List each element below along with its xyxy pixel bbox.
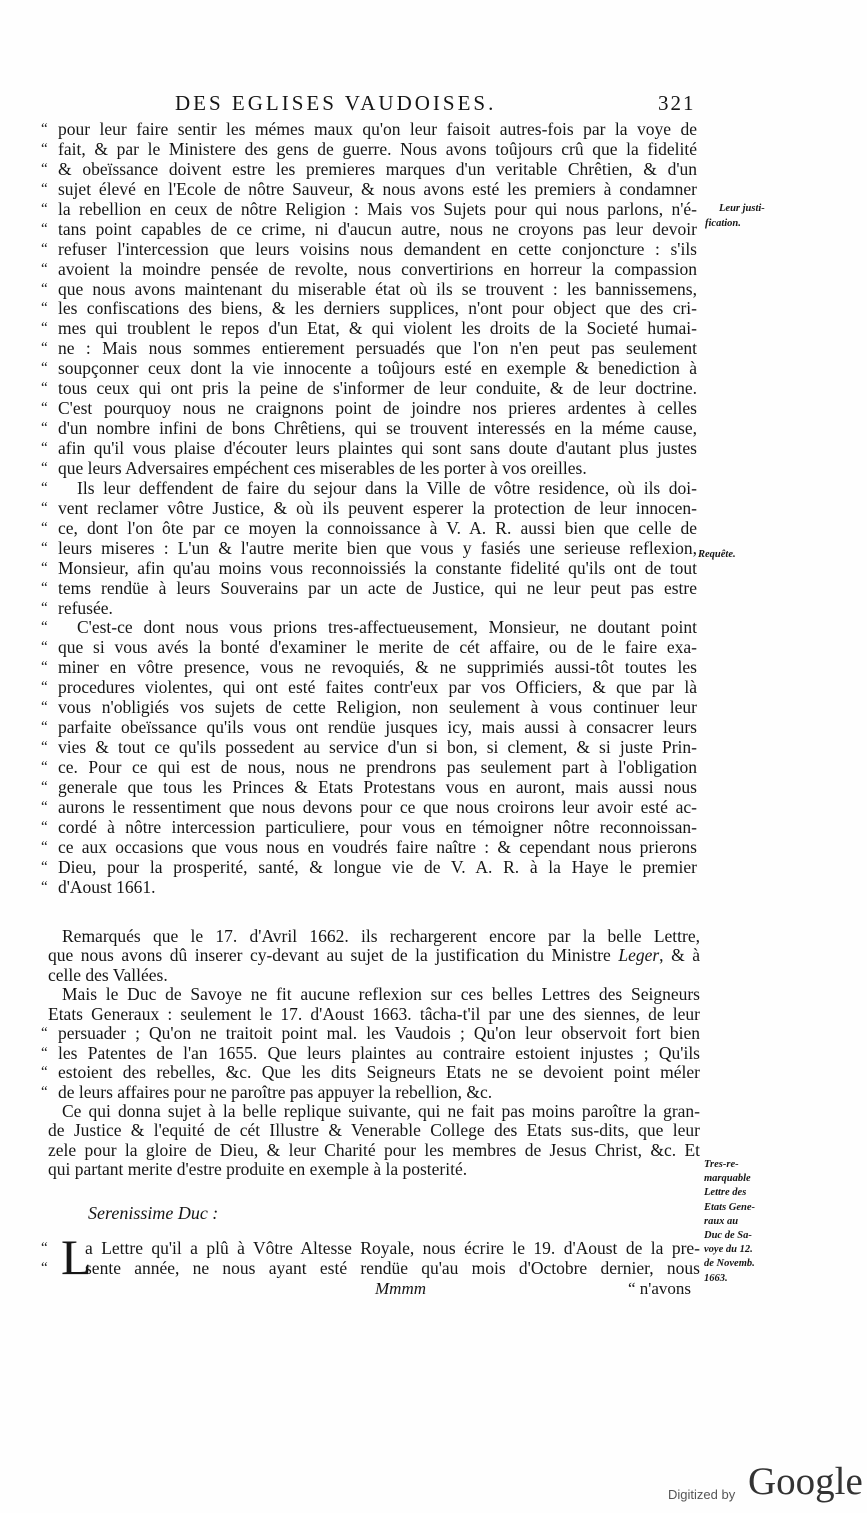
quote-mark: “: [41, 499, 48, 516]
line-text: Ils leur deffendent de faire du sejour dans la Ville de vôtre residence, où ils doi-: [77, 478, 697, 498]
text-line: [41, 140, 697, 160]
quote-mark: “: [41, 838, 48, 855]
quote-mark: “: [41, 858, 48, 875]
line-text: procedures violentes, qui ont esté faites contr'eux par vos Officiers, & que par là: [58, 678, 697, 698]
line-text: afin qu'il vous plaise d'écouter leurs plaintes qui sont sans doute d'autant plus justes: [58, 439, 697, 458]
quote-mark: “: [41, 240, 48, 257]
quote-mark: “: [41, 121, 48, 137]
quote-mark: “: [41, 459, 48, 476]
text-line: [41, 718, 697, 738]
margin-note-line: voye du 12.: [704, 1244, 753, 1256]
text-line: [41, 399, 697, 419]
text-line: [41, 1141, 700, 1160]
italic-text: Leger: [618, 946, 660, 966]
line-text: tous ceux qui ont pris la peine de s'informer de leur conduite, & de leur doctrine.: [58, 379, 697, 399]
line-text: fait, & par le Ministere des gens de guerre. Nous avons toûjours crû que la fidelité: [58, 139, 697, 159]
text-line: [41, 160, 697, 180]
text-line: [41, 1102, 700, 1121]
line-text: la rebellion en ceux de nôtre Religion : Mais vos Sujets pour qui nous parlons, n'é-: [58, 199, 697, 219]
text-line: [41, 459, 697, 479]
quote-mark: “: [41, 759, 48, 775]
quote-mark: “: [41, 719, 48, 736]
quote-mark: “: [41, 679, 48, 696]
quote-mark: “: [41, 1083, 48, 1100]
margin-note-line: fication.: [705, 217, 741, 229]
text-line: [41, 419, 697, 439]
text-line: [41, 878, 697, 898]
text-line: [41, 299, 697, 319]
line-text: C'est pourquoy nous ne craignons point de joindre nos prieres ardentes à celles: [58, 399, 697, 419]
quote-mark: “: [41, 1044, 48, 1061]
text-line: [41, 658, 697, 678]
quote-mark: “: [41, 699, 48, 716]
text-line: [41, 260, 697, 280]
line-text: ce aux occasions que vous nous en voudrés faire naître : & cependant nous prierons: [58, 837, 697, 857]
line-text: de Justice & l'equité de cét Illustre & Venerable College des Etats sus-dits, que leur: [48, 1121, 700, 1141]
text-line: [41, 439, 697, 459]
margin-note-line: Leur justi-: [719, 203, 765, 214]
quote-mark: “: [41, 878, 48, 895]
line-text: refusée.: [58, 598, 113, 618]
line-text: estoient des rebelles, &c. Que les dits Seigneurs Etats ne se devoient point méler: [58, 1063, 700, 1083]
line-text: tems rendüe à leurs Souverains par un acte de Justice, qui ne leur peut pas estre: [58, 578, 697, 598]
quote-mark: “: [41, 280, 48, 297]
text-line: [41, 559, 697, 579]
text-line: [41, 1063, 700, 1082]
line-text: leurs miseres : L'un & l'autre merite bien que vous y fasiés une serieuse reflexion,: [58, 538, 697, 558]
text-line: [41, 698, 697, 718]
quote-mark: [41, 927, 48, 946]
line-text: a Lettre qu'il a plû à Vôtre Altesse Royale, nous écrire le 19. d'Aoust de la pre-: [85, 1238, 700, 1258]
text-line: [41, 339, 697, 359]
line-text: que nous avons maintenant du miserable état où ils se trouvent : les bannissemens,: [58, 279, 697, 299]
line-text: vous n'obligiés vos sujets de cette Religion, non seulement à vous continuer leur: [58, 698, 697, 718]
text-line: [41, 1044, 700, 1063]
text-line: [41, 678, 697, 698]
line-text: ne : Mais nous sommes entierement persuadés que l'on n'en peut pas seulement: [58, 339, 697, 359]
margin-note-line: Lettre des: [704, 1187, 747, 1199]
text-line: [41, 1121, 700, 1140]
line-text: que leurs Adversaires empéchent ces miserables de les porter à vos oreilles.: [58, 458, 587, 478]
quote-mark: “: [41, 300, 48, 317]
text-line: [41, 618, 697, 638]
quote-mark: “: [41, 539, 48, 556]
quote-mark: [41, 1160, 48, 1179]
text-line: [41, 379, 697, 399]
quote-mark: “: [41, 639, 48, 656]
margin-note-line: raux au: [704, 1215, 739, 1227]
line-text: & obeïssance doivent estre les premieres marques d'un veritable Chrêtien, & d'un: [58, 159, 697, 179]
line-text: Remarqués que le 17. d'Avril 1662. ils rechargerent encore par la belle Lettre,: [62, 927, 700, 946]
margin-note-letter-heading: [704, 1158, 755, 1286]
line-text: generale que tous les Princes & Etats Protestans vous en auront, mais aussi nous: [58, 777, 697, 797]
text-line: [41, 319, 697, 339]
quote-mark: [41, 946, 48, 965]
margin-note-line: Etats Gene-: [704, 1201, 756, 1213]
margin-note-request: [698, 548, 736, 563]
line-text: mes qui troublent le repos d'un Etat, & qui violent les droits de la Societé humai-: [58, 319, 697, 339]
text-line: [41, 359, 697, 379]
text-line: [41, 927, 700, 946]
text-line: [41, 200, 697, 220]
line-text: Ce qui donna sujet à la belle replique suivante, qui ne fait pas moins paroître la gran-: [62, 1101, 700, 1121]
text-line: [41, 180, 697, 200]
text-line: [41, 638, 697, 658]
text-line: [41, 758, 697, 778]
quote-mark: “: [41, 818, 48, 835]
line-text: vies & tout ce qu'ils possedent au service d'un si bon, si clement, & si juste Prin-: [58, 738, 697, 758]
quote-mark: “: [41, 320, 48, 337]
text-line: [41, 1024, 700, 1043]
text-run: , & à: [659, 946, 700, 966]
quote-mark: “: [41, 180, 48, 197]
text-line: [41, 579, 697, 599]
text-line: [41, 220, 697, 240]
text-line: [41, 966, 700, 985]
line-text: vent reclamer vôtre Justice, & où ils peuvent esperer la protection de leur innocen-: [58, 498, 697, 518]
line-text: [48, 946, 700, 965]
digitized-by-label: Digitized by: [668, 1487, 736, 1502]
quote-mark: “: [41, 340, 48, 357]
quote-mark: [41, 1141, 48, 1160]
line-text: miner en vôtre presence, vous ne revoquiés, & ne supprimiés aussi-tôt toutes les: [58, 658, 697, 678]
quote-mark: “: [41, 360, 48, 377]
quote-mark: [41, 1005, 48, 1024]
line-text: ce, dont l'on ôte par ce moyen la connoissance à V. A. R. aussi bien que celle de: [58, 518, 697, 538]
margin-note-line: de Novemb.: [704, 1258, 755, 1270]
quote-mark: “: [41, 440, 48, 456]
quote-mark: [41, 985, 48, 1004]
text-line: [41, 738, 697, 758]
line-text: C'est-ce dont nous vous prions tres-affectueusement, Monsieur, ne doutant point: [77, 618, 697, 638]
line-text: pour leur faire sentir les mémes maux qu'on leur faisoit autres-fois par la voye de: [58, 120, 697, 139]
text-line: [41, 838, 697, 858]
quote-mark: “: [41, 220, 48, 237]
line-text: sujet élevé en l'Ecole de nôtre Sauveur, & nous avons esté les premiers à condamner: [58, 179, 697, 199]
line-text: persuader ; Qu'on ne traitoit point mal. les Vaudois ; Qu'on leur observoit fort bien: [58, 1024, 700, 1044]
text-line: [41, 985, 700, 1004]
quote-mark: [41, 1102, 48, 1121]
narrative-text: [41, 927, 700, 1180]
text-line: [41, 1238, 700, 1258]
line-text: refuser l'intercession que leurs voisins nous demandent en cette conjoncture : s'ils: [58, 239, 697, 259]
text-line: [41, 519, 697, 539]
quote-mark: “: [41, 1260, 48, 1276]
quote-mark: “: [41, 1025, 48, 1042]
quote-mark: “: [41, 160, 48, 177]
quote-mark: “: [41, 1064, 48, 1081]
text-line: [41, 539, 697, 559]
line-text: aurons le ressentiment que nous devons pour ce que nous croirons leur avoir esté ac-: [58, 797, 697, 817]
text-line: [41, 280, 697, 300]
letter-salutation: Serenissime Duc :: [88, 1203, 219, 1223]
text-line: [41, 1005, 700, 1024]
quote-mark: “: [41, 778, 48, 795]
running-title: DES EGLISES VAUDOISES.: [175, 91, 497, 115]
quote-mark: “: [41, 579, 48, 596]
line-text: les Patentes de l'an 1655. Que leurs plaintes au contraire estoient injustes ; Qu'ils: [58, 1043, 700, 1063]
text-line: [41, 240, 697, 260]
quote-mark: [41, 966, 48, 985]
text-line: [41, 946, 700, 965]
line-text: d'un nombre infini de bons Chrêtiens, qui se trouvent interessés en la méme cause,: [58, 419, 697, 439]
letter-1663-opening: [41, 1238, 700, 1278]
line-text: qui partant merite d'estre produite en exemple à la posterité.: [48, 1160, 468, 1180]
line-text: cordé à nôtre intercession particuliere, pour vous en témoigner nôtre reconnoissan-: [58, 817, 697, 837]
line-text: Monsieur, afin qu'au moins vous reconnoissiés la constante fidelité qu'ils ont de tout: [58, 558, 697, 578]
quote-mark: “: [41, 599, 48, 616]
quoted-letter-1661: [41, 120, 697, 898]
margin-note-line: Duc de Sa-: [704, 1229, 752, 1241]
line-text: ce. Pour ce qui est de nous, nous ne prendrons pas seulement part à l'obligation: [58, 758, 697, 777]
line-text: avoient la moindre pensée de revolte, nous convertirions en horreur la compassion: [58, 259, 697, 279]
margin-note-line: Requête.: [698, 549, 736, 560]
text-line: [41, 1083, 700, 1102]
drop-cap: L: [61, 1229, 92, 1285]
quote-mark: “: [41, 659, 48, 676]
catchword: “ n'avons: [628, 1279, 692, 1298]
quote-mark: “: [41, 420, 48, 437]
line-text: que si vous avés la bonté d'examiner le merite de cét affaire, ou de le faire exa-: [58, 638, 697, 658]
line-text: parfaite obeïssance qu'ils vous ont rendüe jusques icy, mais aussi à consacrer leurs: [58, 718, 697, 738]
text-line: [41, 1258, 700, 1278]
line-text: Etats Generaux : seulement le 17. d'Aoust 1663. tâcha-t'il par une des siennes, de leur: [48, 1004, 700, 1024]
line-text: tans point capables de ce crime, ni d'aucun autre, nous ne croyons pas leur devoir: [58, 219, 697, 239]
line-text: d'Aoust 1661.: [58, 877, 156, 897]
quote-mark: “: [41, 380, 48, 397]
line-text: soupçonner ceux dont la vie innocente a toûjours esté en exemple & benediction à: [58, 359, 697, 379]
line-text: sente année, ne nous ayant esté rendüe qu'au mois d'Octobre dernier, nous: [85, 1258, 700, 1278]
page-number: 321: [658, 91, 696, 115]
text-line: [41, 479, 697, 499]
text-line: [41, 818, 697, 838]
quote-mark: “: [41, 400, 48, 417]
text-line: [41, 499, 697, 519]
line-text: de leurs affaires pour ne paroître pas appuyer la rebellion, &c.: [58, 1082, 493, 1102]
quote-mark: “: [41, 479, 48, 496]
margin-note-line: Tres-re-: [704, 1159, 739, 1170]
google-logo: Google: [748, 1460, 863, 1503]
quote-mark: “: [41, 519, 48, 536]
margin-note-justification: [705, 202, 765, 231]
text-run: que nous avons dû inserer cy-devant au sujet de la justification du Ministre: [48, 946, 619, 966]
line-text: les confiscations des biens, & les derniers supplices, n'ont pour object que des cri-: [58, 299, 697, 319]
quote-mark: “: [41, 1240, 48, 1256]
quote-mark: [41, 1121, 48, 1140]
text-line: [41, 858, 697, 878]
margin-note-line: 1663.: [704, 1272, 728, 1284]
line-text: celle des Vallées.: [48, 965, 168, 985]
quote-mark: “: [41, 260, 48, 277]
text-line: [41, 1160, 700, 1179]
quote-mark: “: [41, 798, 48, 815]
quote-mark: “: [41, 559, 48, 576]
text-line: [41, 798, 697, 818]
margin-note-line: marquable: [704, 1173, 751, 1185]
text-line: [41, 599, 697, 619]
line-text: Dieu, pour la prosperité, santé, & longue vie de V. A. R. à la Haye le premier: [58, 857, 697, 877]
quote-mark: “: [41, 619, 48, 636]
text-line: [41, 778, 697, 798]
line-text: zele pour la gloire de Dieu, & leur Charité pour les membres de Jesus Christ, &c. Et: [48, 1140, 700, 1160]
line-text: Mais le Duc de Savoye ne fit aucune reflexion sur ces belles Lettres des Seigneurs: [62, 985, 700, 1005]
quote-mark: “: [41, 200, 48, 217]
signature-mark: Mmmm: [375, 1279, 426, 1298]
text-line: [41, 120, 697, 140]
quote-mark: “: [41, 739, 48, 756]
quote-mark: “: [41, 140, 48, 157]
